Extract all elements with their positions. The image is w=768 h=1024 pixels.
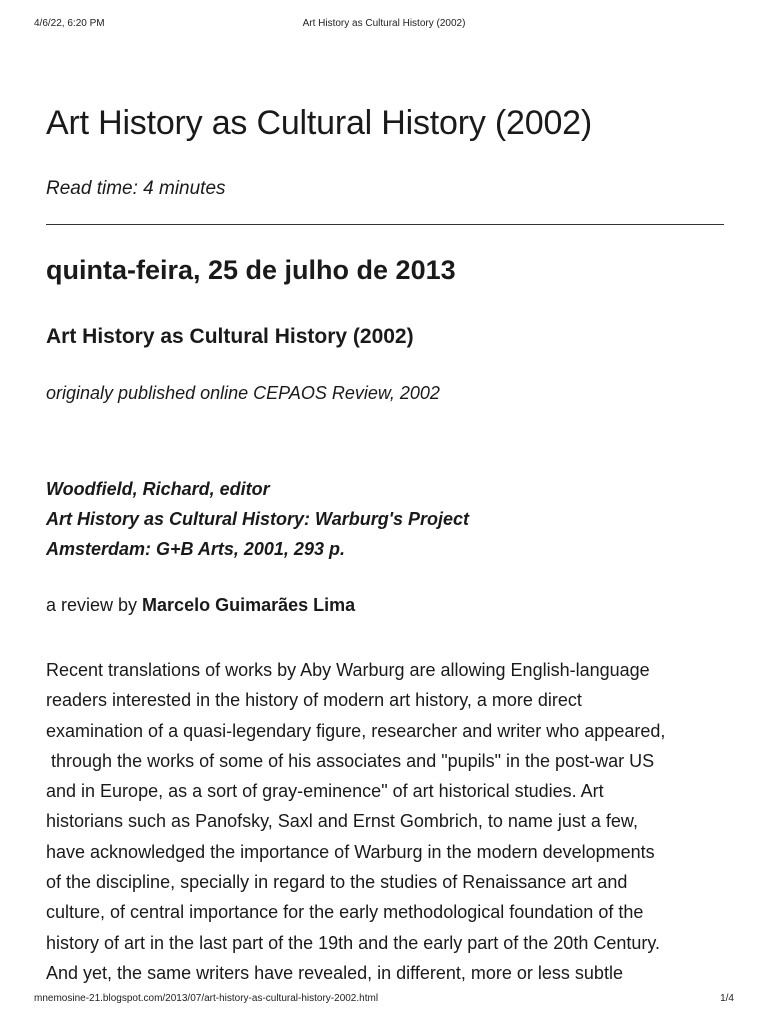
article-body (46, 655, 736, 988)
review-author: Marcelo Guimarães Lima (142, 595, 356, 615)
body-line: have acknowledged the importance of Warburg in the modern developments (46, 841, 655, 862)
print-datetime: 4/6/22, 6:20 PM (34, 18, 105, 29)
page-title: Art History as Cultural History (2002) (46, 104, 592, 142)
publication-note: originaly published online CEPAOS Review, 2002 (46, 383, 440, 403)
body-line: and in Europe, as a sort of gray-eminence" of art historical studies. Art (46, 781, 604, 802)
post-date-header: quinta-feira, 25 de julho de 2013 (46, 255, 456, 285)
book-citation (46, 474, 469, 564)
citation-publisher: Amsterdam: G+B Arts, 2001, 293 p. (46, 539, 345, 559)
body-line: history of art in the last part of the 19th and the early part of the 20th Century. (46, 932, 661, 953)
body-line: historians such as Panofsky, Saxl and Ernst Gombrich, to name just a few, (46, 811, 638, 832)
body-line: And yet, the same writers have revealed, in different, more or less subtle (46, 962, 623, 983)
citation-book-title: Art History as Cultural History: Warburg's Project (46, 509, 470, 529)
body-line: Recent translations of works by Aby Warburg are allowing English-language (46, 660, 650, 680)
body-line: culture, of central importance for the early methodological foundation of the (46, 902, 644, 923)
body-line: readers interested in the history of modern art history, a more direct (46, 690, 582, 711)
body-line: of the discipline, specially in regard to the studies of Renaissance art and (46, 872, 628, 893)
review-byline (46, 595, 355, 616)
divider (46, 224, 724, 225)
page-url: mnemosine-21.blogspot.com/2013/07/art-history-as-cultural-history-2002.html (34, 993, 379, 1004)
page-number: 1/4 (720, 993, 734, 1004)
review-by-prefix: a review by (46, 595, 143, 615)
print-footer (34, 993, 734, 1007)
print-document-title: Art History as Cultural History (2002) (302, 18, 466, 29)
body-line: through the works of some of his associates and "pupils" in the post-war US (46, 750, 655, 771)
print-header (34, 18, 734, 32)
citation-editor: Woodfield, Richard, editor (46, 479, 270, 499)
body-line: examination of a quasi-legendary figure, researcher and writer who appeared, (46, 720, 666, 741)
read-time: Read time: 4 minutes (46, 178, 226, 199)
post-title: Art History as Cultural History (2002) (46, 325, 414, 348)
